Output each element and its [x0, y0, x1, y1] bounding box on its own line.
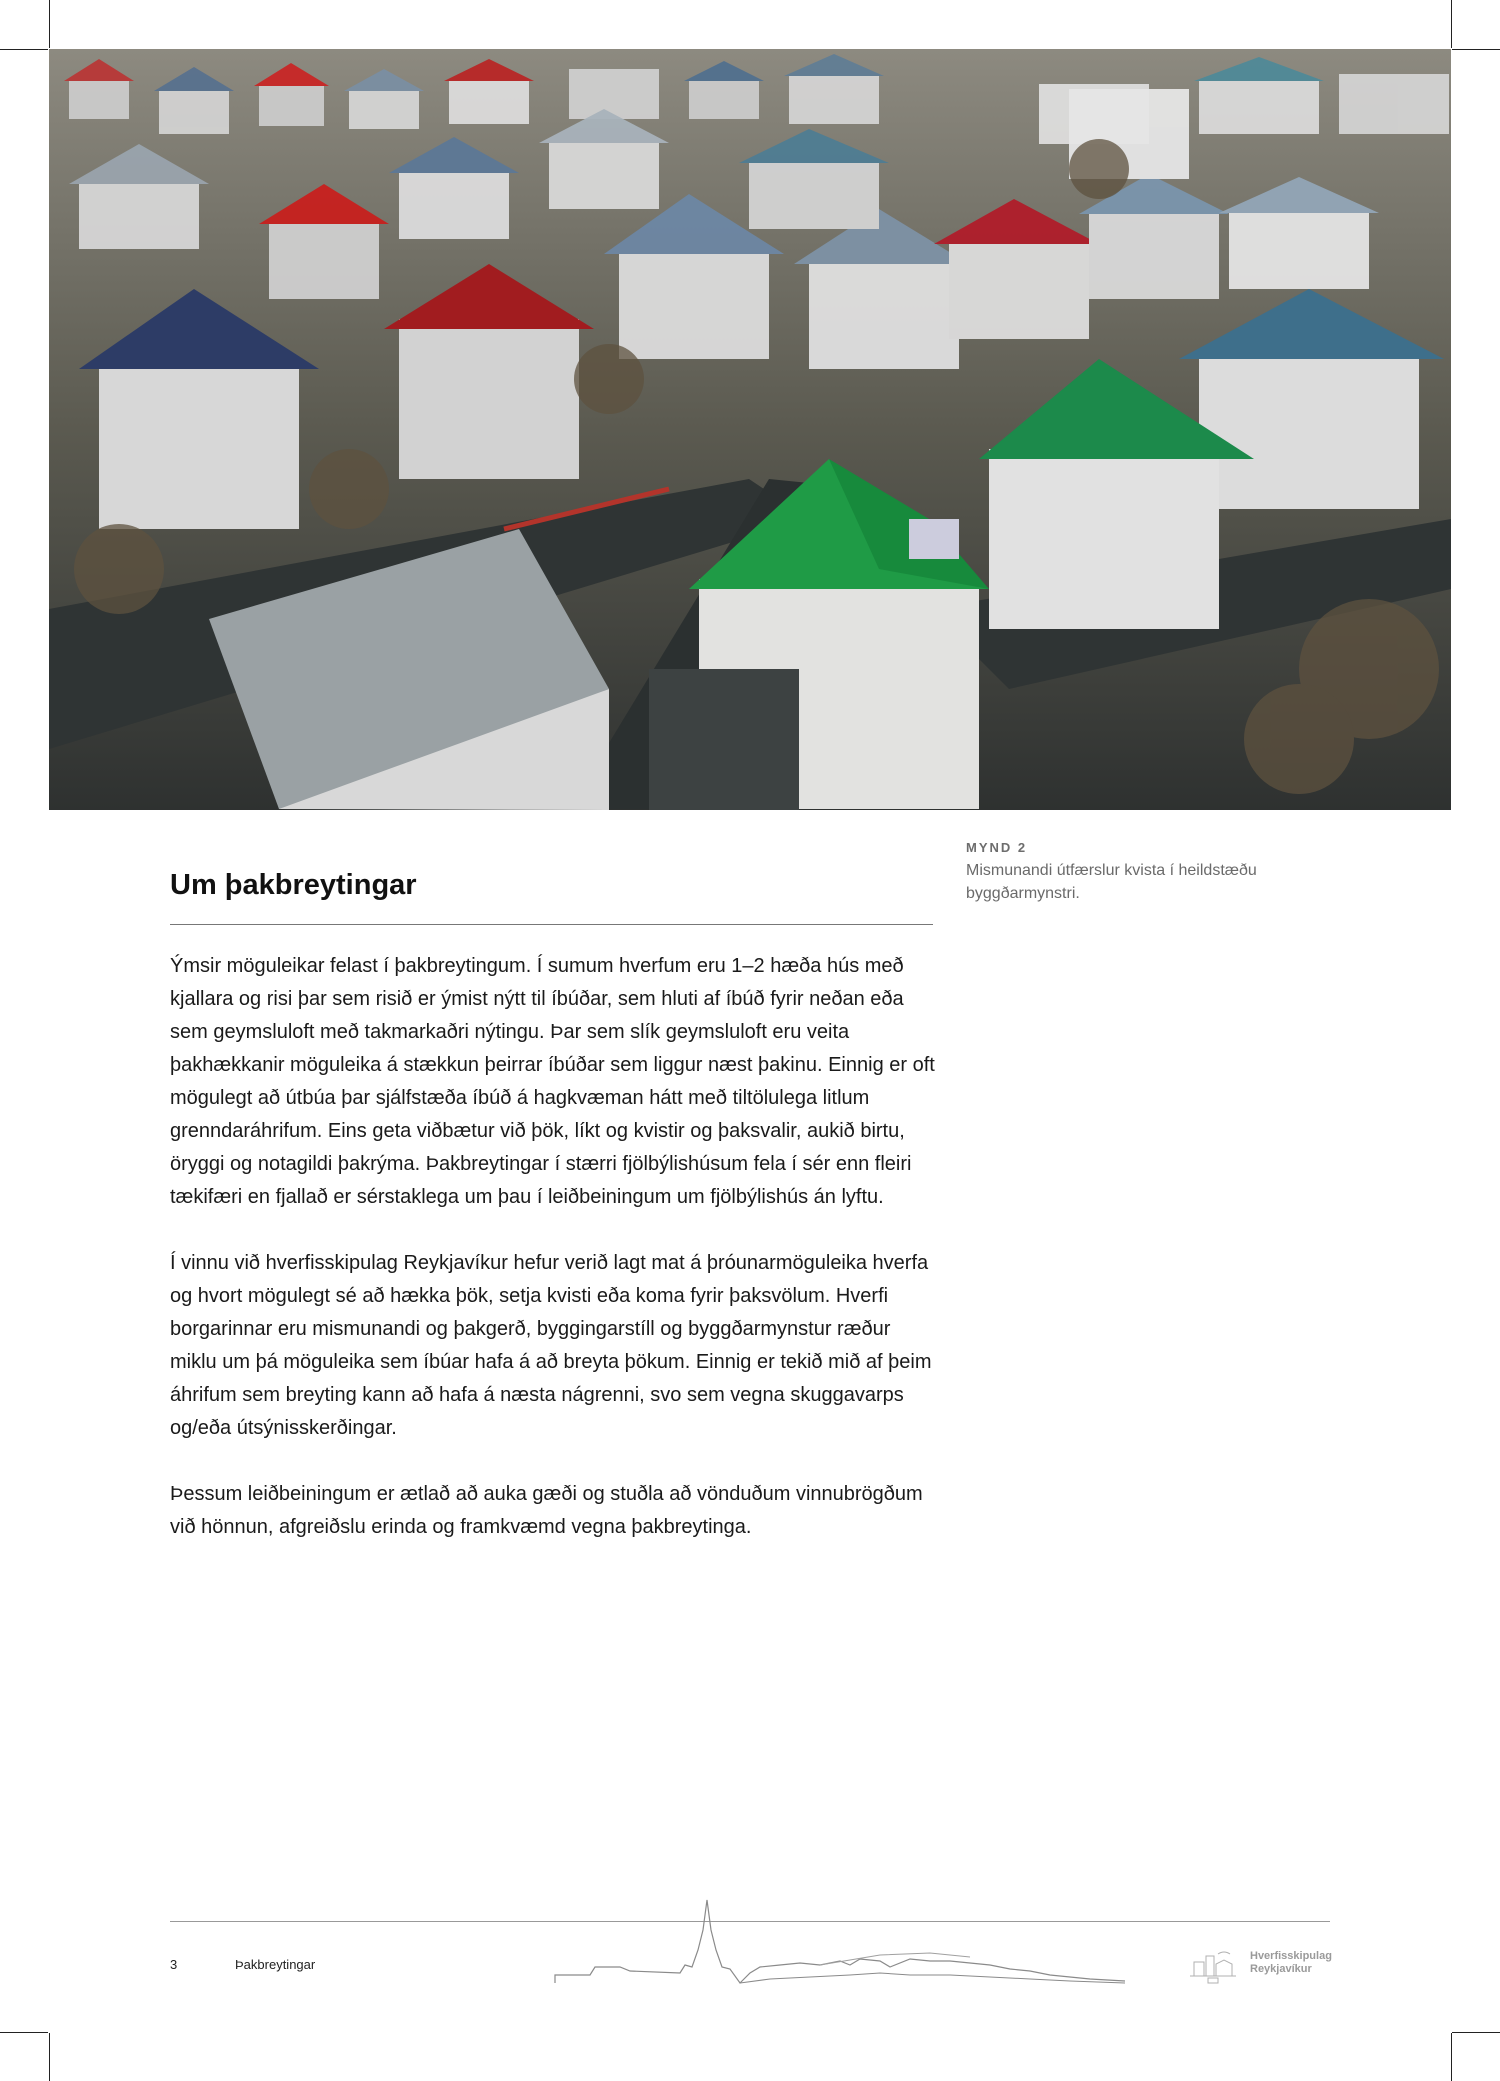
footer-section-title: Þakbreytingar — [235, 1957, 316, 1972]
crop-mark — [0, 2032, 48, 2033]
crop-mark — [0, 49, 48, 50]
heading-divider — [170, 924, 933, 925]
aerial-photo-icon — [49, 49, 1451, 810]
article-body — [170, 950, 940, 1577]
crop-mark — [1451, 2033, 1452, 2081]
section-heading: Um þakbreytingar — [170, 869, 417, 901]
figure-caption-text: Mismunandi útfærslur kvista í heildstæðu byggðarmynstri. — [966, 862, 1257, 902]
crop-mark — [1452, 2032, 1500, 2033]
body-paragraph: Þessum leiðbeiningum er ætlað að auka gæði og stuðla að vönduðum vinnubrögðum við hönnun, afgreiðslu erinda og framkvæmd vegna þakbreytinga. — [170, 1483, 923, 1538]
crop-mark — [49, 2033, 50, 2081]
page-number: 3 — [170, 1957, 178, 1972]
figure-label: MYND 2 — [966, 840, 1028, 855]
aerial-photo — [49, 49, 1451, 810]
body-paragraph: Ýmsir möguleikar felast í þakbreytingum. Í sumum hverfum eru 1–2 hæða hús með kjallara og risi þar sem risið er ýmist nýtt til íbúðar, sem hluti af íbúð fyrir neðan eða sem geymsluloft með takmarkaðri nýtingu. Þar sem slík geymsluloft eru veita þakhækkanir möguleika á stækkun þeirrar íbúðar sem liggur næst þakinu. Einnig er oft mögulegt að útbúa þar sjálfstæða íbúð á hagkvæman hátt með tiltölulega litlum grenndaráhrifum. Eins geta viðbætur við þök, líkt og kvistir og þaksvalir, aukið birtu, öryggi og notagildi þakrýma. Þakbreytingar í stærri fjölbýlishúsum fela í sér enn fleiri tækifæri en fjallað er sérstaklega um þau í leiðbeiningum um fjölbýlishús án lyftu. — [170, 955, 935, 1208]
logo-line-2: Reykjavíkur — [1250, 1963, 1312, 1975]
logo-line-1: Hverfisskipulag — [1250, 1950, 1332, 1962]
body-paragraph: Í vinnu við hverfisskipulag Reykjavíkur hefur verið lagt mat á þróunarmöguleika hverfa og hvort mögulegt sé að hækka þök, setja kvisti eða koma fyrir þaksvölum. Hverfi borgarinnar eru mismunandi og þakgerð, byggingarstíll og byggðarmynstur ræður miklu um þá möguleika sem íbúar hafa á að breyta þökum. Einnig er tekið mið af þeim áhrifum sem breyting kann að hafa á næsta nágrenni, svo sem vegna skuggavarps og/eða útsýnisskerðingar. — [170, 1252, 932, 1439]
crop-mark — [1452, 49, 1500, 50]
city-skyline-icon — [550, 1895, 1130, 1990]
organization-logo-text — [1250, 1950, 1332, 1976]
crop-mark — [49, 0, 50, 48]
hverfisskipulag-logo-icon — [1188, 1948, 1238, 1984]
crop-mark — [1451, 0, 1452, 48]
figure-caption — [966, 840, 1326, 905]
